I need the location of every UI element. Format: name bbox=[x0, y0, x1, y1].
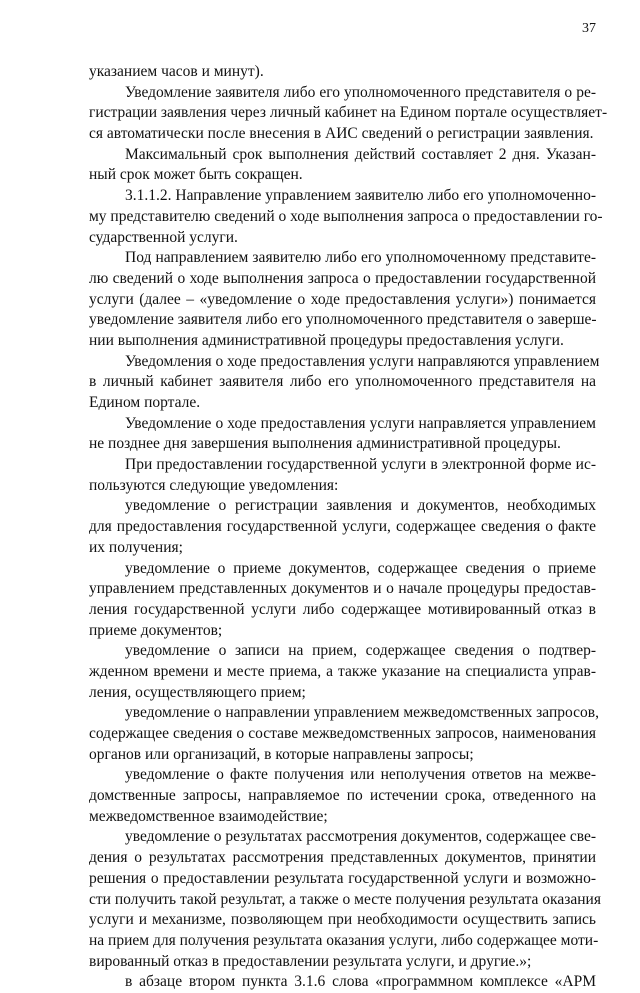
text-line: Едином портале. bbox=[89, 394, 201, 411]
paragraph bbox=[89, 827, 601, 972]
text-line: дения о результатах рассмотрения представленных документов, принятии bbox=[89, 849, 596, 867]
text-line: приеме документов; bbox=[89, 621, 223, 639]
text-line: решения о предоставлении результата государственной услуги и возможно- bbox=[89, 869, 596, 887]
text-line: ный срок может быть сокращен. bbox=[89, 166, 303, 184]
paragraph bbox=[89, 145, 596, 186]
text-line: Под направлением заявителю либо его уполномоченному представите- bbox=[125, 249, 596, 267]
text-line: му представителю сведений о ходе выполнения запроса о предоставлении го- bbox=[89, 207, 603, 225]
text-line: указанием часов и минут). bbox=[89, 63, 264, 80]
text-line: уведомление заявителя либо его уполномоченного представителя о заверше- bbox=[89, 311, 597, 329]
text-line: гистрации заявления через личный кабинет на Едином портале осуществляет- bbox=[89, 104, 608, 122]
text-line: содержащее сведения о составе межведомственных запросов, наименования bbox=[89, 725, 596, 742]
paragraph bbox=[89, 186, 603, 248]
paragraph bbox=[89, 703, 599, 765]
text-line: Уведомления о ходе предоставления услуги направляются управлением bbox=[125, 352, 600, 370]
paragraph bbox=[89, 559, 596, 642]
text-line: Максимальный срок выполнения действий составляет 2 дня. Указан- bbox=[125, 145, 596, 163]
paragraph bbox=[89, 414, 596, 455]
text-line: в абзаце втором пункта 3.1.6 слова «программном комплексе «АРМ bbox=[125, 973, 596, 991]
text-line: уведомление о результатах рассмотрения документов, содержащее све- bbox=[125, 828, 596, 846]
text-line: уведомление о направлении управлением межведомственных запросов, bbox=[125, 704, 599, 722]
text-line: уведомление о приеме документов, содержащее сведения о приеме bbox=[125, 559, 596, 577]
text-line: лю сведений о ходе выполнения запроса о предоставлении государственной bbox=[89, 269, 596, 287]
text-line: домственные запросы, направляемое по истечении срока, отведенного на bbox=[89, 787, 596, 805]
text-line: вированный отказ в предоставлении результата услуги, и другие.»; bbox=[89, 952, 532, 970]
text-line: При предоставлении государственной услуги в электронной форме ис- bbox=[125, 456, 596, 474]
text-line: жденном времени и месте приема, а также указание на специалиста управ- bbox=[89, 662, 596, 680]
text-line: Уведомление заявителя либо его уполномоченного представителя о ре- bbox=[125, 83, 596, 101]
text-line: 3.1.1.2. Направление управлением заявителю либо его уполномоченно- bbox=[125, 187, 596, 205]
paragraph bbox=[89, 455, 596, 496]
text-line: уведомление о факте получения или неполучения ответов на межве- bbox=[125, 766, 596, 784]
text-line: их получения; bbox=[89, 538, 183, 556]
paragraph bbox=[89, 641, 596, 703]
text-line: сти получить такой результат, а также о месте получения результата оказания bbox=[89, 890, 601, 908]
paragraph bbox=[89, 765, 596, 827]
text-line: не позднее дня завершения выполнения административной процедуры. bbox=[89, 435, 561, 453]
text-line: ся автоматически после внесения в АИС сведений о регистрации заявления. bbox=[89, 125, 594, 143]
paragraph bbox=[89, 248, 596, 351]
page-number: 37 bbox=[582, 21, 596, 36]
paragraph bbox=[89, 62, 596, 83]
text-line: сударственной услуги. bbox=[89, 228, 238, 246]
paragraph bbox=[89, 972, 596, 993]
paragraph bbox=[89, 352, 600, 414]
text-line: для предоставления государственной услуги, содержащее сведения о факте bbox=[89, 518, 596, 536]
paragraph bbox=[89, 496, 596, 558]
paragraph bbox=[89, 83, 608, 145]
document-body bbox=[89, 62, 608, 993]
text-line: уведомление о записи на прием, содержащее сведения о подтвер- bbox=[125, 642, 596, 660]
text-line: в личный кабинет заявителя либо его уполномоченного представителя на bbox=[89, 373, 596, 391]
text-line: нии выполнения административной процедуры предоставления услуги. bbox=[89, 331, 564, 349]
text-line: уведомление о регистрации заявления и документов, необходимых bbox=[125, 497, 596, 515]
text-line: на прием для получения результата оказания услуги, либо содержащее моти- bbox=[89, 931, 599, 949]
text-line: межведомственное взаимодействие; bbox=[89, 807, 328, 825]
text-line: органов или организаций, в которые направлены запросы; bbox=[89, 745, 474, 763]
text-line: услуги и механизме, позволяющем при необходимости осуществить запись bbox=[89, 911, 596, 929]
text-line: ления, осуществляющего прием; bbox=[89, 683, 306, 701]
text-line: Уведомление о ходе предоставления услуги направляется управлением bbox=[125, 414, 596, 432]
text-line: ления государственной услуги либо содержащее мотивированный отказ в bbox=[89, 600, 596, 618]
text-line: пользуются следующие уведомления: bbox=[89, 476, 339, 494]
text-line: услуги (далее – «уведомление о ходе предоставления услуги») понимается bbox=[89, 290, 596, 308]
text-line: управлением представленных документов и о начале процедуры предостав- bbox=[89, 580, 596, 598]
